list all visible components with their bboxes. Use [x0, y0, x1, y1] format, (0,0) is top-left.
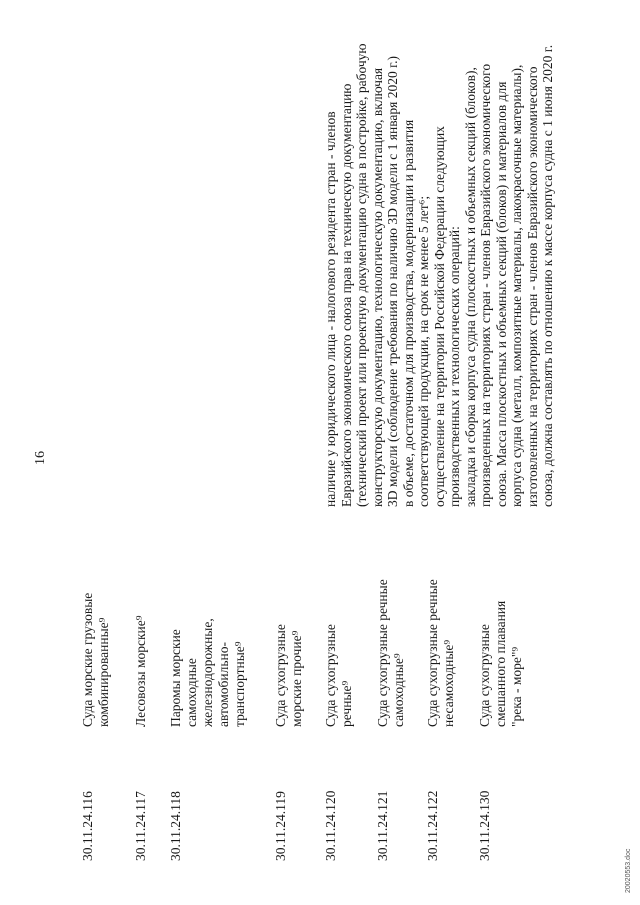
product-code: 30.11.24.116 [80, 791, 95, 861]
product-code: 30.11.24.120 [323, 790, 338, 861]
product-name: Паромы морские самоходные железнодорожные, автомобильно- транспортные⁹ [168, 618, 247, 727]
footer-filename: 20020553.doc [625, 848, 632, 893]
conditions-text: наличие у юридического лица - налогового резидента стран - членов Евразийского экономического союза прав на техническую документацию (технический проект или проектную документацию судна в постройке, рабочую конструкторскую документацию, технологическую документацию, включая 3D модели (соблюдение требования по наличию 3D модели с 1 января 2020 г.) в объеме, достаточном для производства, модернизации и развития соответствующей продукции, на срок не менее 5 лет⁶; осуществление на территории Российской Федерации следующих производственных и технологических операций: закладка и сборка корпуса судна (плоскостных и объемных секций (блоков), произведенных на территориях стран - членов Евразийского экономического союза. Масса плоскостных и объемных секций (блоков) и материалов для корпуса судна (металл, композитные материалы, лакокрасочные материалы), изготовленных на территориях стран - членов Евразийского экономического союза, должна составлять по отношению к массе корпуса судна с 1 июня 2020 г. [323, 43, 555, 507]
product-code: 30.11.24.121 [375, 790, 390, 861]
product-name: Суда сухогрузные смешанного плавания "река - море"⁹ [477, 600, 524, 727]
product-code: 30.11.24.130 [477, 790, 492, 861]
product-name: Суда сухогрузные речные самоходные⁹ [375, 579, 406, 727]
product-name: Суда сухогрузные речные несамоходные⁹ [425, 579, 456, 727]
product-name: Лесовозы морские⁹ [133, 615, 148, 727]
product-name: Суда морские грузовые комбинированные⁹ [80, 592, 111, 727]
product-code: 30.11.24.118 [168, 791, 183, 861]
product-name: Суда сухогрузные морские прочие⁹ [273, 624, 304, 727]
product-code: 30.11.24.117 [133, 791, 148, 861]
product-name: Суда сухогрузные речные⁹ [323, 624, 354, 727]
page-number: 16 [33, 451, 48, 465]
product-code: 30.11.24.122 [425, 790, 440, 861]
product-code: 30.11.24.119 [273, 791, 288, 861]
